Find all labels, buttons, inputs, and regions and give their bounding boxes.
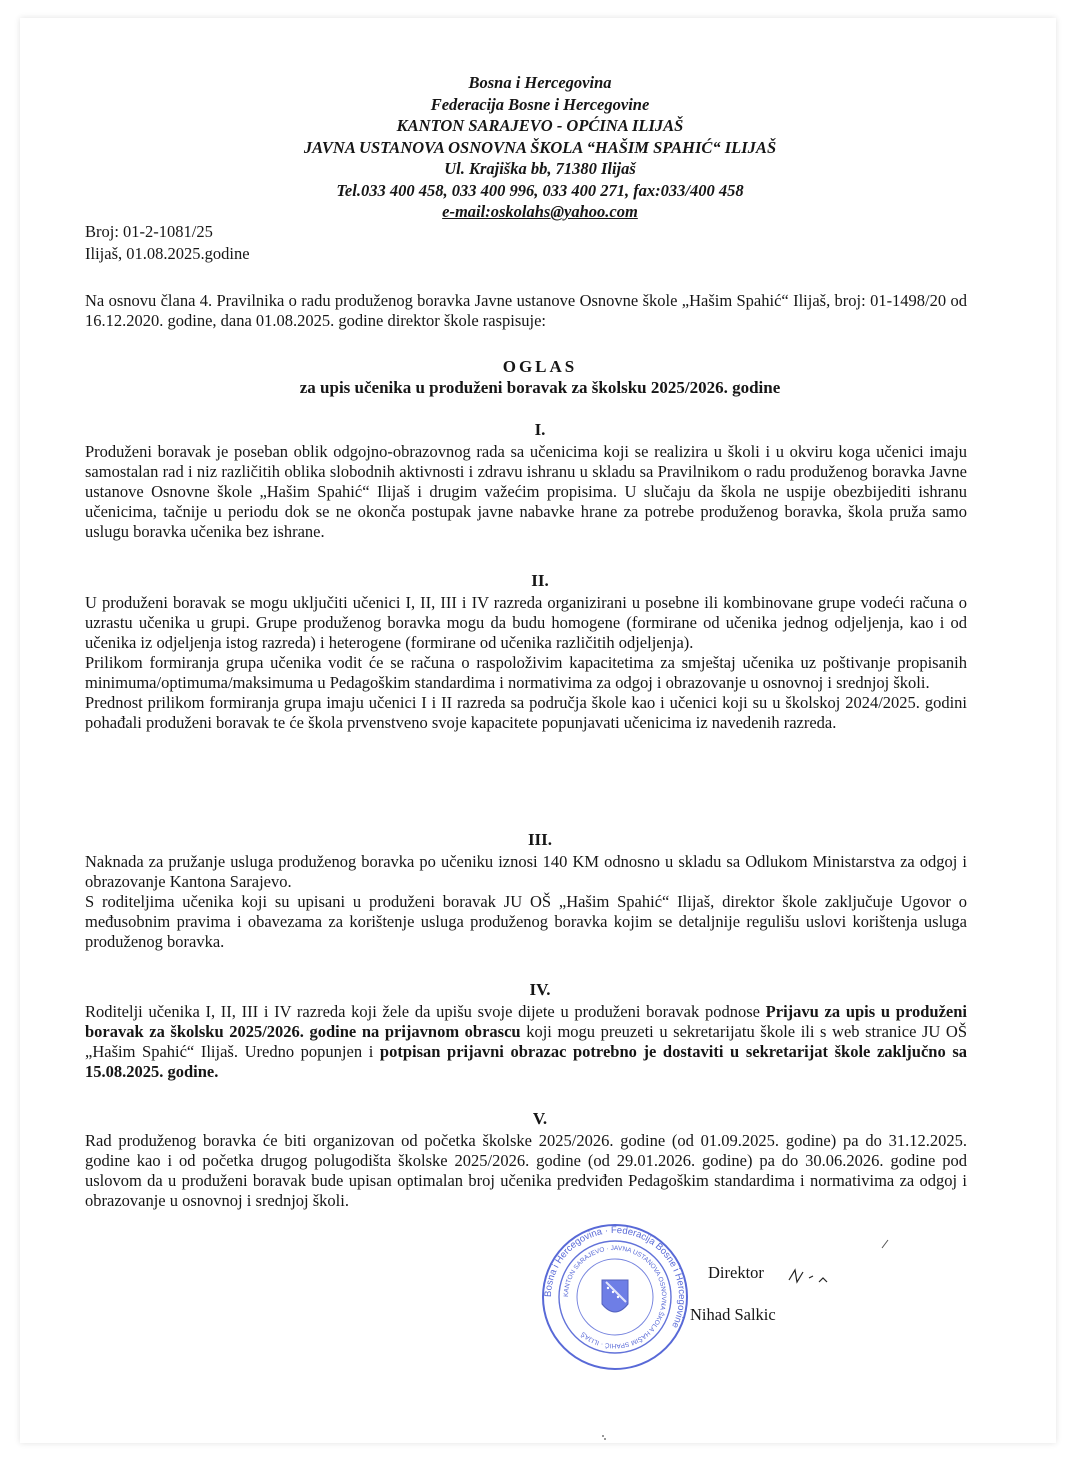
section-2-number: II. [531,571,549,590]
section-4 [85,1002,967,1082]
section-2-para-2: Prilikom formiranja grupa učenika vodit će se računa o raspoloživim kapacitetima za smještaj učenika uz poštivanje propisanih minimuma/optimuma/maksimuma u Pedagoškim standardima i normativima za odgoj i obrazovanje u osnovnoj i srednjoj školi. [85,653,967,692]
page-mark [598,1432,612,1442]
letterhead [0,72,1080,223]
header-phones: Tel.033 400 458, 033 400 996, 033 400 271, fax:033/400 458 [336,180,744,200]
intro-text: Na osnovu člana 4. Pravilnika o radu produženog boravka Javne ustanove Osnovne škole „Hašim Spahić“ Ilijaš, broj: 01-1498/20 od 16.12.2020. godine, dana 01.08.2025. godine direktor škole raspisuje: [85,291,967,330]
reference-number: Broj: 01-2-1081/25 [85,222,213,241]
section-2 [85,593,967,733]
section-3-para-1: Naknada za pružanje usluga produženog boravka po učeniku iznosi 140 KM odnosno u skladu sa Odlukom Ministarstva za odgoj i obrazovanje Kantona Sarajevo. [85,852,967,891]
section-4-text-2: koji mogu preuzeti u sekretarijatu škole ili s web stranice JU OŠ „Hašim Spahić“ Ilijaš. Uredno popunjen i [85,1022,967,1061]
section-4-number: IV. [529,980,551,999]
document-meta [85,221,250,265]
notice-title [0,356,1080,398]
school-stamp [540,1222,690,1372]
section-4-bold-2: potpisan prijavni obrazac potrebno je dostaviti u sekretarijat škole zaključno sa 15.08.2025. godine. [85,1042,968,1081]
signature-name: Nihad Salkic [690,1305,776,1324]
header-address: Ul. Krajiška bb, 71380 Ilijaš [444,159,636,178]
section-4-text [85,1002,967,1082]
section-3 [85,852,967,952]
place-date: Ilijaš, 01.08.2025.godine [85,244,250,263]
section-5 [85,1131,967,1211]
header-federation: Federacija Bosne i Hercegovine [430,94,650,114]
signature-role: Direktor [708,1263,764,1282]
section-1-text: Produženi boravak je poseban oblik odgojno-obrazovnog rada sa učenicima koji se realizira u školi i u okviru koga učenici imaju samostalan rad i niz različitih oblika slobodnih aktivnosti i zdravu ishranu u skladu sa Pravilnikom o radu produženog boravka Javne ustanove Osnovne škole „Hašim Spahić“ Ilijaš i drugim važećim propisima. U slučaju da škola ne uspije obezbijediti ishranu učenicima, tačnije u periodu dok se ne okonča postupak javne nabavke hrane za potrebe produženog boravka, škola pruža samo uslugu boravka učenika bez ishrane. [85,442,967,541]
section-3-para-2: S roditeljima učenika koji su upisani u produženi boravak JU OŠ „Hašim Spahić“ Ilijaš, direktor škole zaključuje Ugovor o međusobnim pravima i obavezama za korištenje usluga produženog boravka kojim se detaljnije regulišu uslovi korištenja usluga produženog boravka. [85,892,967,951]
section-4-bold-1: Prijavu za upis u produženi boravak za školsku 2025/2026. godine na prijavnom obrascu [85,1002,967,1041]
section-3-number: III. [527,830,553,849]
stamp-inner-text: KANTON SARAJEVO · JAVNA USTANOVA OSNOVNA ŠKOLA HAŠIM SPAHIĆ · ILIJAŠ [562,1244,668,1350]
pen-mark [880,1238,890,1250]
header-school-name: JAVNA USTANOVA OSNOVNA ŠKOLA “HAŠIM SPAHIĆ“ ILIJAŠ [303,137,777,157]
section-1 [85,442,967,542]
notice-subtitle: za upis učenika u produženi boravak za školsku 2025/2026. godine [299,378,781,397]
header-canton: KANTON SARAJEVO - OPĆINA ILIJAŠ [396,116,684,135]
section-4-text-1: Roditelji učenika I, II, III i IV razreda koji žele da upišu svoje dijete u produženi boravak podnose [85,1002,766,1021]
header-email[interactable]: e-mail:oskolahs@yahoo.com [442,202,638,221]
intro-paragraph [85,291,967,331]
section-2-para-3: Prednost prilikom formiranja grupa imaju učenici I i II razreda sa područja škole kao i učenici koji su u školskoj 2024/2025. godini pohađali produženi boravak te će škola prvenstveno svoje kapacitete popunjavati učenicima iz navedenih razreda. [85,693,967,732]
header-country: Bosna i Hercegovina [468,73,612,92]
stamp-outer-text: Bosna i Hercegovina · Federacija Bosne i Hercegovine [542,1224,688,1330]
notice-heading: OGLAS [502,357,578,376]
signature-scribble [785,1260,845,1290]
section-1-number: I. [534,420,546,439]
section-5-text: Rad produženog boravka će biti organizovan od početka školske 2025/2026. godine (od 01.09.2025. godine) pa do 31.12.2025. godine kao i od početka drugog polugodišta školske 2025/2026. godine (od 29.01.2026. godine) pa do 30.06.2026. godine pod uslovom da u produženi boravak bude upisan optimalan broj učenika predviđen Pedagoškim standardima i normativima za odgoj i obrazovanje u osnovnoj i srednjoj školi. [85,1131,967,1210]
signature-block [690,1262,776,1326]
section-2-para-1: U produženi boravak se mogu uključiti učenici I, II, III i IV razreda organizirani u posebne ili kombinovane grupe vodeći računa o uzrastu učenika u grupi. Grupe produženog boravka mogu da budu homogene (formirane od učenika jednog odjeljenja, kao i od učenika iz odjeljenja istog razreda) i heterogene (formirane od učenika različitih odjeljenja). [85,593,967,652]
section-5-number: V. [532,1109,548,1128]
